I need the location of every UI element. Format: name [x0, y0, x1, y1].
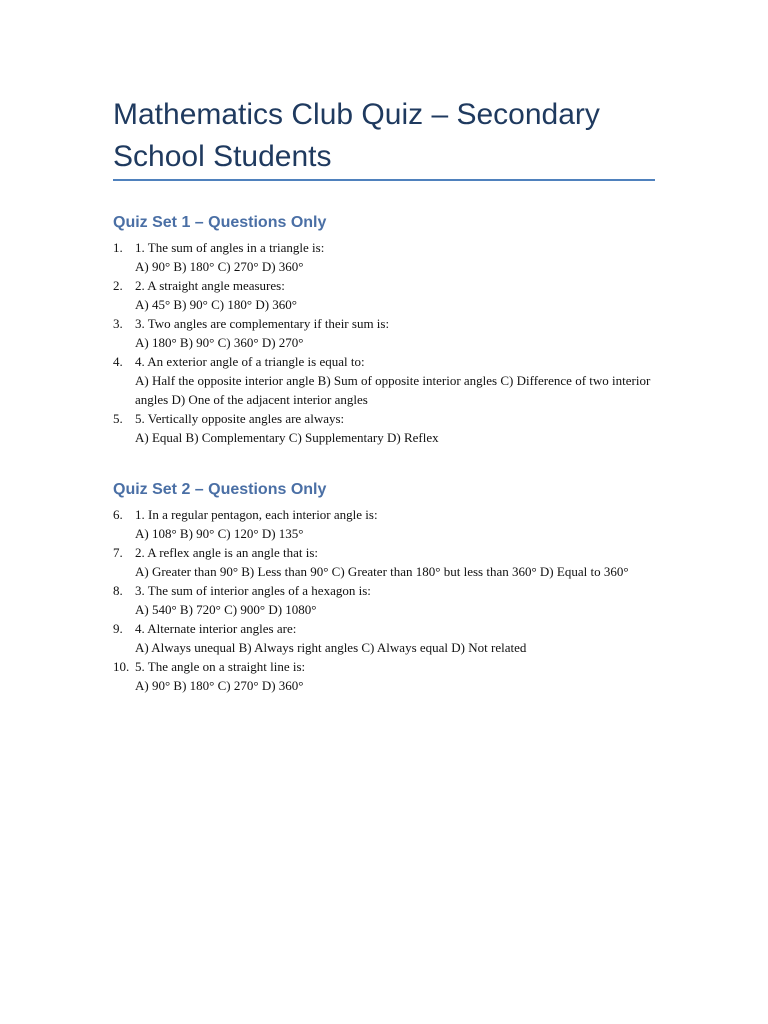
question-number: 6.: [113, 507, 123, 522]
question-item: [113, 276, 673, 314]
title-divider: [113, 179, 655, 181]
question-item: [113, 238, 673, 276]
question-number: 1.: [113, 240, 123, 255]
question-item: [113, 409, 673, 447]
question-text: 3. Two angles are complementary if their sum is:: [135, 316, 390, 331]
question-number: 8.: [113, 583, 123, 598]
question-text: 5. Vertically opposite angles are always:: [135, 411, 345, 426]
question-number: 2.: [113, 278, 123, 293]
question-number: 7.: [113, 545, 123, 560]
question-text: 3. The sum of interior angles of a hexagon is:: [135, 583, 371, 598]
question-item: [113, 314, 673, 352]
question-item: [113, 352, 673, 409]
question-text: 4. Alternate interior angles are:: [135, 621, 297, 636]
question-options: A) 90° B) 180° C) 270° D) 360°: [135, 259, 304, 274]
question-item: [113, 619, 673, 657]
quiz-set-2: [113, 479, 673, 695]
question-text: 1. In a regular pentagon, each interior angle is:: [135, 507, 378, 522]
question-text: 2. A straight angle measures:: [135, 278, 285, 293]
question-text: 5. The angle on a straight line is:: [135, 659, 306, 674]
question-list: [113, 238, 673, 447]
question-item: [113, 505, 673, 543]
question-text: 1. The sum of angles in a triangle is:: [135, 240, 325, 255]
question-options: A) 90° B) 180° C) 270° D) 360°: [135, 678, 304, 693]
question-item: [113, 581, 673, 619]
document-title: Mathematics Club Quiz – Secondary School Students: [113, 98, 600, 173]
question-text: 2. A reflex angle is an angle that is:: [135, 545, 319, 560]
question-options: A) 540° B) 720° C) 900° D) 1080°: [135, 602, 317, 617]
question-options: A) 45° B) 90° C) 180° D) 360°: [135, 297, 297, 312]
question-options: A) 180° B) 90° C) 360° D) 270°: [135, 335, 304, 350]
question-options: A) Greater than 90° B) Less than 90° C) Greater than 180° but less than 360° D) Equal to 360°: [135, 564, 629, 579]
question-number: 3.: [113, 316, 123, 331]
question-number: 10.: [113, 659, 130, 674]
quiz-set-1: [113, 212, 673, 447]
question-number: 9.: [113, 621, 123, 636]
question-options: A) Equal B) Complementary C) Supplementary D) Reflex: [135, 430, 439, 445]
question-number: 5.: [113, 411, 123, 426]
question-options: A) Always unequal B) Always right angles C) Always equal D) Not related: [135, 640, 527, 655]
question-options: A) 108° B) 90° C) 120° D) 135°: [135, 526, 304, 541]
question-number: 4.: [113, 354, 123, 369]
question-item: [113, 543, 673, 581]
question-text: 4. An exterior angle of a triangle is equal to:: [135, 354, 365, 369]
section-heading: Quiz Set 1 – Questions Only: [113, 214, 327, 231]
question-options: A) Half the opposite interior angle B) Sum of opposite interior angles C) Difference of two interior angles D) One of the adjacent interior angles: [135, 373, 651, 407]
question-item: [113, 657, 673, 695]
question-list: [113, 505, 673, 695]
section-heading: Quiz Set 2 – Questions Only: [113, 481, 327, 498]
